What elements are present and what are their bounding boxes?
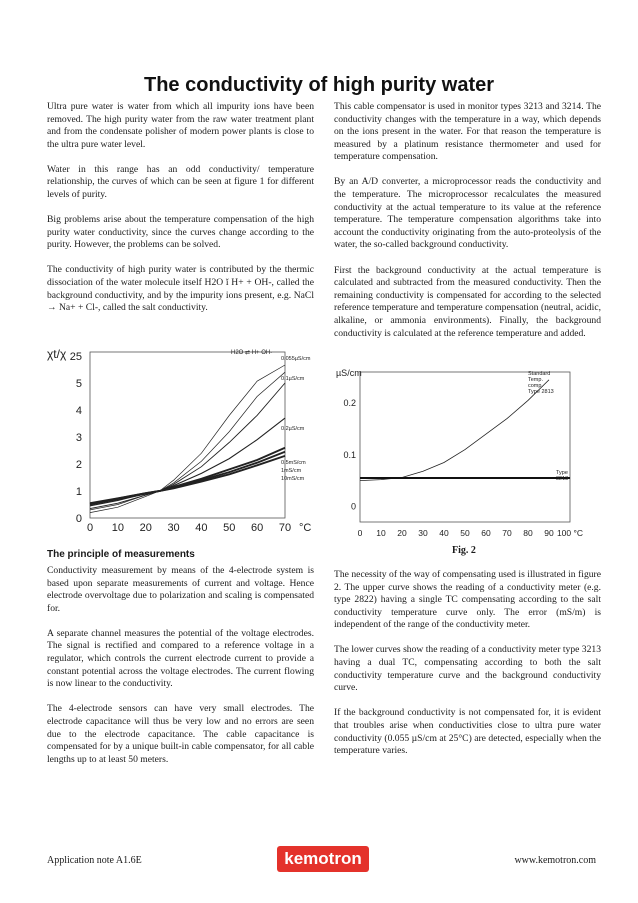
paragraph: If the background conductivity is not compensated for, it is evident that troubles arise when conductivities close to ultra pure water conductivity (0.055 µS/cm at 25°C) are detected, especially when the temperature varies. xyxy=(334,707,601,757)
y-tick-label: 0 xyxy=(75,513,82,525)
x-tick-label: 30 xyxy=(167,522,180,534)
x-tick-label: 20 xyxy=(139,522,152,534)
page-title: The conductivity of high purity water xyxy=(143,74,495,96)
intro-column xyxy=(47,101,314,327)
figure-2-chart xyxy=(334,364,604,544)
series-label: Type 3213 xyxy=(556,470,569,482)
series-label: Standard Temp. comp. Type 2813 xyxy=(528,371,554,395)
y-tick-label: 0.1 xyxy=(343,449,356,460)
y-tick-label: 0.2 xyxy=(343,398,356,409)
series-label: 10mS/cm xyxy=(281,476,305,482)
series-label: 0.1µS/cm xyxy=(281,376,305,382)
series-label: 0.055µS/cm xyxy=(281,356,311,362)
x-tick-label: 90 xyxy=(544,528,554,538)
series-line xyxy=(90,448,285,505)
y-tick-label: 3 xyxy=(75,432,82,444)
series-line xyxy=(90,383,285,509)
y-tick-label: 2 xyxy=(75,459,82,471)
paragraph: Water in this range has an odd conductivity/ temperature relationship, the curves of which can be seen at figure 1 for different levels of purity. xyxy=(47,163,314,201)
series-line xyxy=(360,380,549,481)
paragraph: The conductivity of high purity water is contributed by the thermic dissociation of the water molecule itself H2O ĭ H+ + OH-, called the background conductivity, and by the impurity ions present, e.g. NaCl → Na+ + Cl-, called the salt conductivity. xyxy=(47,264,314,314)
series-label: 0.2µS/cm xyxy=(281,426,305,432)
series-label: 0.5mS/cm xyxy=(281,460,306,466)
paragraph: The lower curves show the reading of a conductivity meter type 3213 having a dual TC, compensating according to both the salt conductivity temperature curve and the background conductivity curve. xyxy=(334,644,601,694)
x-tick-label: 0 xyxy=(86,522,94,534)
x-tick-label: 70 xyxy=(502,528,512,538)
x-tick-label: 50 xyxy=(223,522,236,534)
x-tick-label: 10 xyxy=(111,522,124,534)
x-tick-label: 30 xyxy=(418,528,428,538)
footer-url: www.kemotron.com xyxy=(514,855,596,866)
x-tick-label: 20 xyxy=(397,528,407,538)
x-tick-label: 0 xyxy=(357,528,363,538)
explanation-column xyxy=(334,569,601,770)
paragraph: The necessity of the way of compensating used is illustrated in figure 2. The upper curve shows the reading of a conductivity meter (e.g. type 2822) having a single TC compensating according to the salt conductivity temperature curve only. The error (mS/m) is independent of the range of the conductivity meter. xyxy=(334,569,601,631)
series-label: 1mS/cm xyxy=(281,468,302,474)
figure-caption: Fig. 2 xyxy=(452,545,476,556)
paragraph: This cable compensator is used in monitor types 3213 and 3214. The conductivity changes with the temperature in a way, which depends on the ions present in the water. For that reason the temperature is measured by a platinum resistance thermometer and used for temperature compensation. xyxy=(334,101,601,163)
x-tick-label: 70 xyxy=(278,522,292,534)
x-tick-label: 10 xyxy=(376,528,386,538)
paragraph: The 4-electrode sensors can have very small electrodes. The electrode capacitance will thus be very low and no errors are seen due to the electrode capacitance. The cable capacitance is compensated for by a unique built-in cable compensator, for all cable lengths up to at least 50 meters. xyxy=(47,703,314,765)
x-tick-label: 60 xyxy=(251,522,264,534)
x-tick-label: 100 °C xyxy=(556,528,584,538)
y-tick-label: 25 xyxy=(69,351,82,363)
footer-document-id: Application note A1.6E xyxy=(47,855,142,866)
paragraph: By an A/D converter, a microprocessor reads the conductivity and the temperature. The microprocessor recalculates the measured conductivity at the actual temperature to its value at the reference temperature. The temperature compensation algorithms take into account the conductivity originating from the auto-proteolysis of the water, the so-called background conductivity. xyxy=(334,176,601,251)
x-tick-label: 60 xyxy=(481,528,491,538)
y-tick-label: 1 xyxy=(75,486,82,498)
compensator-column xyxy=(334,101,601,353)
y-axis-label: χt/χ xyxy=(47,347,67,361)
series-line xyxy=(90,365,285,513)
y-tick-label: 0 xyxy=(350,501,356,512)
x-tick-label: 40 xyxy=(195,522,208,534)
x-tick-label: 40 xyxy=(439,528,449,538)
paragraph: Conductivity measurement by means of the 4-electrode system is based upon separate measurements of current and voltage. Hence electrode overvoltage due to polarization and scaling is compensated for. xyxy=(47,565,314,614)
x-tick-label: 80 xyxy=(523,528,533,538)
plot-frame xyxy=(90,352,285,518)
y-tick-label: 4 xyxy=(75,405,82,417)
principle-column xyxy=(47,565,314,779)
kemotron-logo: kemotron xyxy=(277,846,369,872)
series-line xyxy=(90,418,285,506)
series-label: H2O ⇄ H+ OH- xyxy=(231,350,273,356)
x-tick-label: 50 xyxy=(460,528,470,538)
x-axis-unit: °C xyxy=(299,522,312,534)
paragraph: A separate channel measures the potential of the voltage electrodes. The signal is rectified and compared to a reference voltage in a regulator, which controls the current electrode current to provide a constant potential across the voltage electrodes. The current flowing is now linear to the conductivity. xyxy=(47,627,314,690)
paragraph: First the background conductivity at the actual temperature is calculated and subtracted from the measured conductivity. Then the remaining conductivity is compensated for according to the selected reference temperature and temperature compensation (neutral, acidic, alkaline, or ammonia environments). Finally, the background conductivity is calculated at the reference temperature and added. xyxy=(334,264,601,339)
section-heading: The principle of measurements xyxy=(47,549,195,560)
paragraph: Ultra pure water is water from which all impurity ions have been removed. The high purity water from the raw water treatment plant and from the condensate polisher of modern power plants is close to the ultra pure water level. xyxy=(47,101,314,150)
y-axis-label: µS/cm xyxy=(336,368,362,378)
paragraph: Big problems arise about the temperature compensation of the high purity water conductivity, since the curves change according to the purity. However, the problems can be solved. xyxy=(47,214,314,251)
y-tick-label: 5 xyxy=(75,378,82,390)
figure-1-chart xyxy=(45,340,315,540)
